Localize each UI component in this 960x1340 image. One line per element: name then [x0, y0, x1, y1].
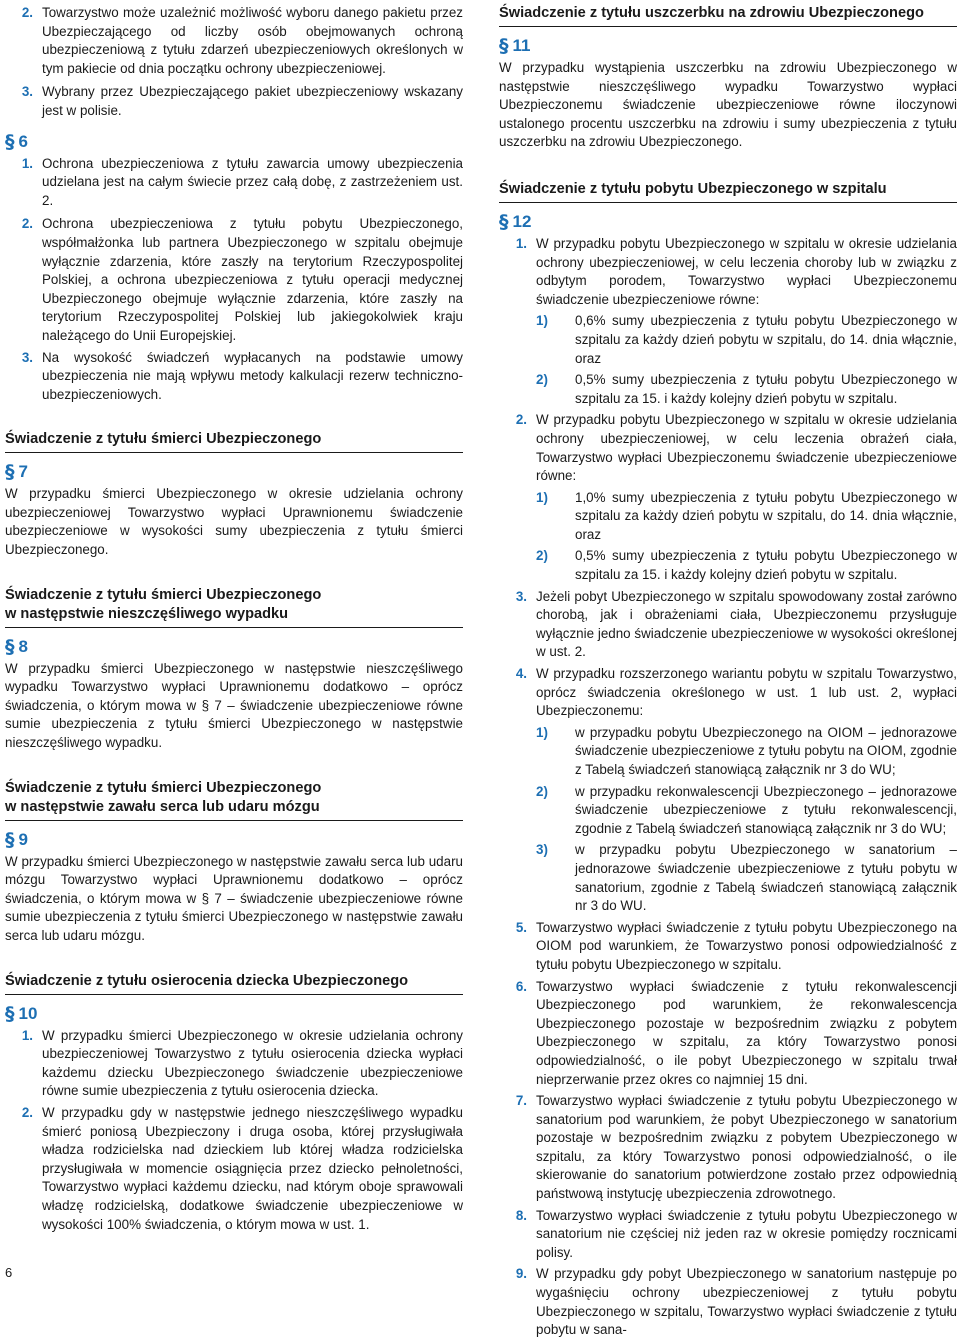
item-text: Na wysokość świadczeń wypłacanych na podstawie umowy ubezpieczenia nie mają wpływu metody kalkulacji rezerw techniczno-ubezpieczeniowych. [42, 349, 463, 402]
item-number: 3. [21, 84, 33, 100]
item-text: Ochrona ubezpieczeniowa z tytułu zawarcia umowy ubezpieczenia udzielana jest na całym świecie przez całą dobę, z zastrzeżeniem ust. 2. [42, 155, 463, 208]
item-number: 6. [515, 978, 527, 994]
item-text: Ochrona ubezpieczeniowa z tytułu pobytu Ubezpieczonego, współmałżonka lub partnera Ubezpieczonego w szpitalu obejmuje wyłącznie zdarzenia, które zaszły na terytorium Rzeczypospolitej Polskiej, a ochrona ubezpieczeniowa z tytułu operacji medycznej Ubezpieczonego obejmuje wyłącznie zdarzenia, które zaszły na terytorium Rzeczypospolitej Polskiej lub jakiegokolwiek kraju należącego do Unii Europejskiej. [42, 216, 463, 343]
section-heading-10 [5, 972, 463, 995]
section-num: 7 [18, 462, 28, 482]
section-num: 11 [512, 36, 531, 55]
sub-list-item [536, 547, 957, 584]
item-number: 1. [21, 1027, 33, 1043]
sub-item-text: 1,0% sumy ubezpieczenia z tytułu pobytu Ubezpieczonego w szpitalu za każdy dzień pobytu w szpitalu, do 14. dnia włącznie, oraz [575, 489, 957, 542]
heading-text: Świadczenie z tytułu pobytu Ubezpieczonego w szpitalu [499, 180, 887, 197]
sub-item-number: 1) [536, 489, 548, 505]
item-text: W przypadku pobytu Ubezpieczonego w szpitalu w okresie udzielania ochrony ubezpieczeniowej, w celu leczenia choroby lub w związku z odbytym porodem, Towarzystwo wypłaci Ubezpieczonemu świadczenie ubezpieczeniowe równe: [536, 235, 957, 307]
item-text: Towarzystwo wypłaci świadczenie z tytułu rekonwalescencji Ubezpieczonego pod warunkiem, że rekonwalescencja Ubezpieczonego pozostaje w bezpośrednim związku z pobytem Ubezpieczonego w szpitalu, za który Towarzystwo ponosi odpowiedzialność, o ile pobyt Ubezpieczonego w szpitalu trwał nieprzerwanie przez okres co najmniej 15 dni. [536, 978, 957, 1087]
section-number-8 [5, 636, 463, 658]
section-sign: § [5, 828, 15, 851]
section-number-7 [5, 461, 463, 483]
section-sign: § [5, 635, 15, 658]
section-number-11 [499, 35, 957, 57]
sub-item-text: w przypadku rekonwalescencji Ubezpieczonego – jednorazowe świadczenie ubezpieczeniowe z tytułu rekonwalescencji, zgodnie z Tabelą świadczeń stanowiącą załącznik nr 3 do WU; [575, 783, 957, 836]
sub-list-item [536, 312, 957, 368]
list-item [5, 215, 463, 345]
sub-list-item [536, 371, 957, 408]
sub-item-text: 0,5% sumy ubezpieczenia z tytułu pobytu Ubezpieczonego w szpitalu za 15. i każdy kolejny dzień pobytu w szpitalu. [575, 372, 957, 406]
sub-item-text: w przypadku pobytu Ubezpieczonego w sanatorium – jednorazowe świadczenie ubezpieczeniowe z tytułu pobytu w sanatorium, zgodnie z Tabelą świadczeń stanowiącą załącznik nr 3 do WU. [575, 842, 957, 914]
item-number: 1. [515, 235, 527, 251]
heading-text: Świadczenie z tytułu uszczerbku na zdrowiu Ubezpieczonego [499, 5, 924, 21]
sub-list-item [536, 783, 957, 839]
list-item [499, 235, 957, 309]
section-num: 8 [18, 636, 28, 656]
sub-item-number: 2) [536, 372, 548, 388]
section-number-12 [499, 211, 957, 233]
item-number: 8. [515, 1207, 527, 1223]
heading-text: Świadczenie z tytułu śmierci Ubezpieczonego [5, 431, 322, 448]
item-text: Wybrany przez Ubezpieczającego pakiet ubezpieczeniowy wskazany jest w polisie. [42, 84, 463, 118]
sub-item-text: 0,6% sumy ubezpieczenia z tytułu pobytu Ubezpieczonego w szpitalu za każdy dzień pobytu w szpitalu, do 14. dnia włącznie, oraz [575, 313, 957, 366]
item-text: W przypadku gdy pobyt Ubezpieczonego w sanatorium następuje po wygaśnięciu ochrony ubezpieczeniowej z tytułu pobytu Ubezpieczonego w szpitalu, Towarzystwo wypłaci świadczenie z tytułu pobytu w sana- [536, 1266, 957, 1338]
list-item [499, 919, 957, 975]
paragraph-11: W przypadku wystąpienia uszczerbku na zdrowiu Ubezpieczonego w następstwie nieszczęśliwego wypadku Towarzystwo wypłaci Ubezpieczonemu świadczenie ubezpieczeniowe równe iloczynowi ustalonego procentu uszczerbku na zdrowiu i sumy ubezpieczenia z tytułu uszczerbku na zdrowiu Ubezpieczonego. [499, 60, 957, 150]
item-text: Towarzystwo wypłaci świadczenie z tytułu pobytu Ubezpieczonego w sanatorium pod warunkiem, że pobyt Ubezpieczonego w sanatorium pozostaje w bezpośrednim związku z pobytem Ubezpieczonego w szpitalu, za który Towarzystwo ponosi odpowiedzialność, o ile skierowanie do sanatorium potwierdzone zostało przez odpowiednią państwową instytucję ubezpieczenia zdrowotnego. [536, 1093, 957, 1202]
item-number: 2. [515, 412, 527, 428]
paragraph-8: W przypadku śmierci Ubezpieczonego w następstwie nieszczęśliwego wypadku Towarzystwo wypłaci Uprawnionemu dodatkowo – oprócz świadczenia, o którym mowa w § 7 – świadczenie ubezpieczeniowe równe sumie ubezpieczenia z tytułu śmierci Ubezpieczonego w następstwie nieszczęśliwego wypadku. [5, 660, 463, 751]
heading-text: w następstwie zawału serca lub udaru mózgu [5, 798, 320, 815]
item-number: 3. [515, 588, 527, 604]
section-number-6 [5, 131, 463, 153]
sub-item-text: w przypadku pobytu Ubezpieczonego na OIOM – jednorazowe świadczenie ubezpieczeniowe z tytułu pobytu na OIOM, zgodnie z Tabelą świadczeń stanowiącą załącznik nr 3 do WU; [575, 724, 957, 777]
list-item [5, 1027, 463, 1101]
list-item [5, 1104, 463, 1234]
list-item [499, 411, 957, 485]
sub-list-item [536, 489, 957, 545]
page-number: 6 [5, 1265, 13, 1280]
item-text: Towarzystwo wypłaci świadczenie z tytułu pobytu Ubezpieczonego na OIOM pod warunkiem, że Towarzystwo ponosi odpowiedzialność z tytułu pobytu Ubezpieczonego w szpitalu. [536, 919, 957, 972]
left-column [5, 0, 463, 1234]
paragraph-9: W przypadku śmierci Ubezpieczonego w następstwie zawału serca lub udaru mózgu Towarzystwo wypłaci Uprawnionemu dodatkowo – oprócz świadczenia, o którym mowa w § 7 – świadczenie ubezpieczeniowe równe sumie ubezpieczenia z tytułu śmierci Ubezpieczonego w następstwie zawału serca lub udaru mózgu. [5, 853, 463, 943]
list-item [499, 665, 957, 721]
item-text: W przypadku rozszerzonego wariantu pobytu w szpitalu Towarzystwo, oprócz świadczenia określonego w ust. 1 lub ust. 2, wypłaci Ubezpieczonemu: [536, 666, 957, 719]
list-item [5, 83, 463, 120]
item-text: W przypadku pobytu Ubezpieczonego w szpitalu w okresie udzielania ochrony ubezpieczeniowej, w celu leczenia obrażeń ciała, Towarzystwo wypłaci Ubezpieczonemu świadczenie ubezpieczeniowe równe: [536, 412, 957, 484]
sub-item-text: 0,5% sumy ubezpieczenia z tytułu pobytu Ubezpieczonego w szpitalu za 15. i każdy kolejny dzień pobytu w szpitalu. [575, 548, 957, 583]
sub-item-number: 2) [536, 548, 548, 564]
section-num: 6 [18, 131, 28, 151]
list-item [5, 349, 463, 405]
item-number: 1. [21, 155, 33, 171]
section-number-9 [5, 829, 463, 851]
list-item [499, 1092, 957, 1204]
item-text: Towarzystwo wypłaci świadczenie z tytułu pobytu Ubezpieczonego w sanatorium nie częściej niż jeden raz w okresie pomiędzy rocznicami polisy. [536, 1207, 957, 1260]
section-heading-12 [499, 180, 957, 203]
heading-text: Świadczenie z tytułu osierocenia dziecka Ubezpieczonego [5, 972, 409, 989]
item-number: 3. [21, 349, 33, 365]
item-number: 2. [21, 5, 33, 20]
list-item [5, 155, 463, 211]
item-number: 7. [515, 1093, 527, 1109]
list-item [499, 978, 957, 1090]
section-number-10 [5, 1003, 463, 1025]
item-number: 2. [21, 216, 33, 232]
heading-text: w następstwie nieszczęśliwego wypadku [5, 605, 289, 622]
list-item [499, 588, 957, 662]
section-num: 12 [512, 211, 532, 231]
list-item [499, 1207, 957, 1263]
sub-item-number: 1) [536, 313, 548, 329]
sub-item-number: 3) [536, 842, 548, 858]
paragraph-7: W przypadku śmierci Ubezpieczonego w okresie udzielania ochrony ubezpieczeniowej Towarzystwo wypłaci Uprawnionemu świadczenie ubezpieczeniowe w wysokości sumy ubezpieczenia z tytułu śmierci Ubezpieczonego. [5, 486, 463, 558]
section-num: 9 [18, 829, 28, 849]
sub-list-item [536, 841, 957, 915]
heading-text: Świadczenie z tytułu śmierci Ubezpieczonego [5, 586, 322, 603]
item-text: Towarzystwo może uzależnić możliwość wyboru danego pakietu przez Ubezpieczającego od liczby osób obejmowanych ochroną ubezpieczeniową z tytułu zdarzeń ubezpieczeniowych określonych w tym pakiecie od dnia początku ochrony ubezpieczeniowej. [42, 5, 463, 76]
sub-item-number: 2) [536, 783, 548, 799]
sub-item-number: 1) [536, 724, 548, 740]
section-num: 10 [18, 1003, 38, 1023]
section-sign: § [5, 461, 15, 484]
right-column [499, 0, 957, 1340]
item-number: 2. [21, 1104, 33, 1120]
section-sign: § [5, 130, 15, 153]
item-number: 4. [515, 666, 527, 682]
section-sign: § [499, 35, 509, 57]
item-number: 5. [515, 919, 527, 935]
item-text: W przypadku gdy w następstwie jednego nieszczęśliwego wypadku śmierć poniosą Ubezpieczony i druga osoba, której przysługiwała władza rodzicielska nad dzieckiem lub której władza rodzicielska przysługiwała w momencie osiągnięcia przez dziecko pełnoletności, Towarzystwo wypłaci każdemu dziecku, nad którym oboje sprawowali władzę rodzicielską, dodatkowe świadczenie ubezpieczeniowe w wysokości 100% świadczenia, o którym mowa w ust. 1. [42, 1104, 463, 1232]
section-heading-9 [5, 779, 463, 821]
list-item [5, 4, 463, 78]
section-sign: § [499, 210, 509, 233]
item-number: 9. [515, 1266, 527, 1282]
list-item [499, 1265, 957, 1339]
heading-text: Świadczenie z tytułu śmierci Ubezpieczonego [5, 779, 322, 796]
section-heading-7 [5, 430, 463, 453]
item-text: W przypadku śmierci Ubezpieczonego w okresie udzielania ochrony ubezpieczeniowej Towarzystwo z tytułu osierocenia dziecka wypłaci każdemu dziecku Ubezpieczonego świadczenie ubezpieczeniowe równe sumie ubezpieczenia z tytułu osierocenia dziecka. [42, 1027, 463, 1099]
sub-list-item [536, 724, 957, 780]
item-text: Jeżeli pobyt Ubezpieczonego w szpitalu spowodowany został zarówno chorobą, jak i obrażeniami ciała, Ubezpieczonemu przysługuje wyłącznie jedno świadczenie ubezpieczeniowe w wysokości określonej w ust. 2. [536, 588, 957, 660]
section-sign: § [5, 1002, 15, 1025]
section-heading-11 [499, 4, 957, 27]
section-heading-8 [5, 586, 463, 628]
